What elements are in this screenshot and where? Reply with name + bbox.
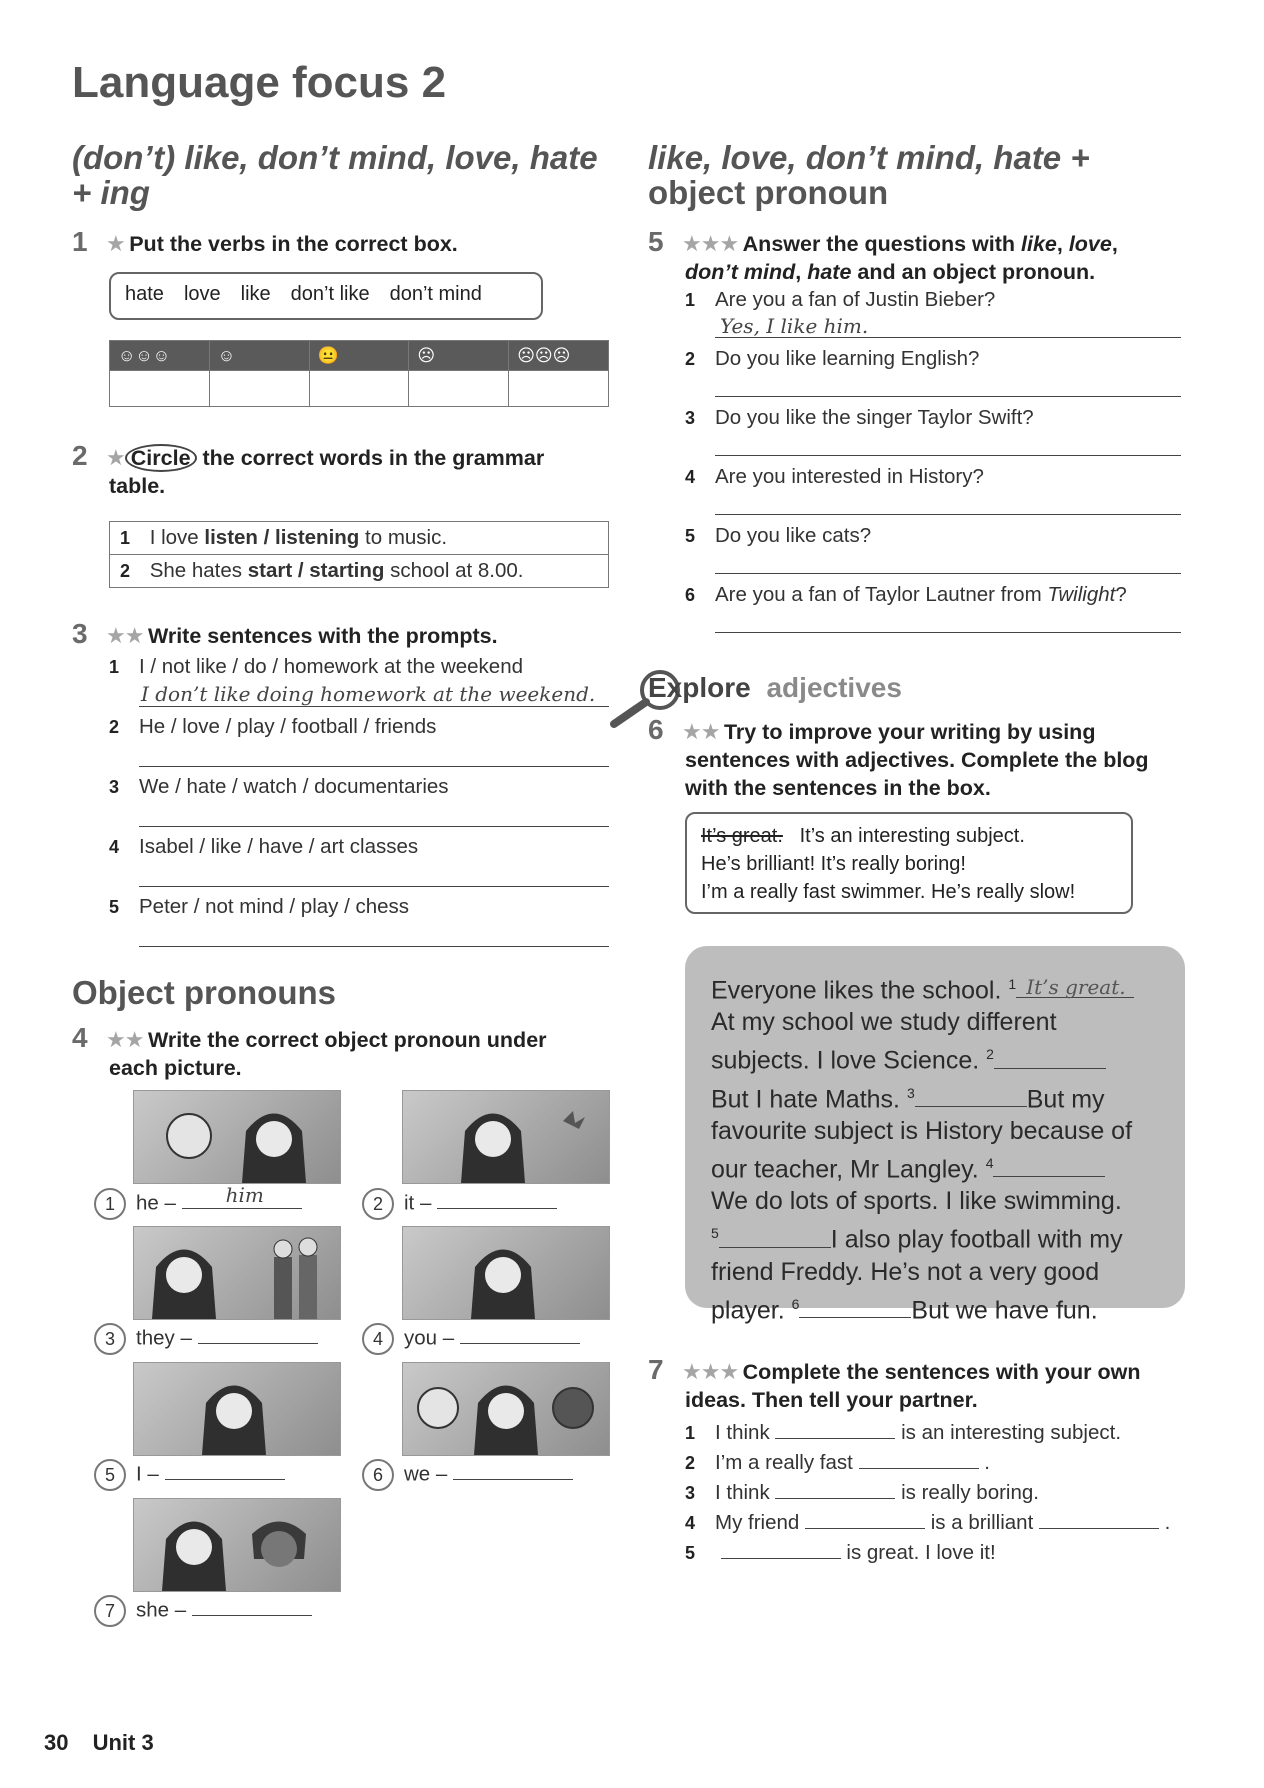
prompt: they –	[136, 1326, 192, 1350]
exercise-instruction: with the sentences in the box.	[685, 776, 991, 800]
item-number: 4	[109, 837, 120, 857]
list-item	[685, 1508, 1170, 1536]
exercise-4-header	[72, 1022, 547, 1082]
exercise-number: 5	[648, 226, 664, 257]
answer-text: him	[225, 1183, 264, 1208]
list-item	[685, 464, 984, 490]
item-number: 4	[362, 1323, 394, 1355]
word-box	[109, 272, 543, 320]
question: ?	[1115, 583, 1127, 606]
exercise-instruction: Answer the questions with like, love,	[742, 232, 1118, 256]
item-number: 6	[685, 585, 696, 605]
sentence-box	[685, 812, 1133, 914]
sentence-part: My friend	[715, 1511, 800, 1534]
answer-blank[interactable]	[460, 1323, 580, 1344]
exercise-number: 3	[72, 618, 88, 649]
answer-blank[interactable]	[453, 1459, 573, 1480]
title-part: + ing	[72, 174, 150, 211]
list-item	[109, 774, 449, 800]
cartoon-image-girl-butterfly	[402, 1090, 610, 1184]
unit-label: Unit 3	[92, 1730, 154, 1755]
list-item	[94, 1595, 312, 1627]
answer-blank[interactable]	[1039, 1508, 1159, 1529]
blog-line: favourite subject is History because of	[711, 1116, 1133, 1145]
sentence-part: .	[1164, 1511, 1171, 1534]
answer-blank[interactable]	[165, 1459, 285, 1480]
sentence-part: is an interesting subject.	[901, 1421, 1122, 1444]
item-number: 5	[685, 526, 696, 546]
exercise-instruction: the correct words in the grammar	[196, 446, 545, 470]
blog-line: But I hate Maths. $^3$ But my	[711, 1077, 1159, 1115]
prompt: she –	[136, 1598, 187, 1622]
text: to music.	[359, 526, 448, 549]
answer-blank[interactable]	[994, 1044, 1106, 1069]
exercise-2-header	[72, 440, 612, 500]
blog-line: We do lots of sports. I like swimming.	[711, 1187, 1122, 1216]
exercise-instruction: Try to improve your writing by using	[723, 720, 1096, 744]
answer-blank[interactable]	[775, 1478, 895, 1499]
answer-text: Yes, I like him.	[720, 314, 869, 338]
list-item	[362, 1188, 557, 1220]
exercise-7-header	[648, 1354, 1208, 1414]
word: hate	[125, 283, 164, 305]
sentence-part: I’m a really fast	[715, 1451, 853, 1474]
box-sentence: He’s brilliant! It’s really boring!	[701, 853, 966, 875]
item-number: 2	[362, 1188, 394, 1220]
item-number: 1	[120, 528, 131, 548]
grammar-table	[109, 521, 609, 588]
item-number: 4	[685, 1513, 696, 1533]
exercise-3-header	[72, 618, 498, 650]
item-number: 7	[94, 1595, 126, 1627]
question: Are you a fan of Taylor Lautner from	[715, 583, 1048, 606]
answer-text: I don’t like doing homework at the weekend.	[141, 682, 596, 706]
answer-cell[interactable]	[110, 371, 210, 407]
exercise-instruction: don’t mind, hate and an object pronoun.	[685, 260, 1096, 284]
answer-cell[interactable]	[509, 371, 609, 407]
text: I love	[149, 526, 205, 549]
face-header: ☺	[209, 341, 309, 371]
item-number: 5	[109, 897, 120, 917]
prompt: he –	[136, 1191, 176, 1215]
star-icon: ★★★	[682, 1359, 739, 1384]
cartoon-image-girl-self	[133, 1362, 341, 1456]
prompt: I / not like / do / homework at the weekend	[139, 655, 524, 678]
list-item	[94, 1459, 285, 1491]
item-number: 2	[685, 349, 696, 369]
sentence-part: is great. I love it!	[846, 1541, 996, 1564]
answer-line[interactable]	[139, 766, 609, 767]
exercise-1-header	[72, 226, 458, 258]
item-number: 1	[685, 1423, 696, 1443]
exercise-instruction: ideas. Then tell your partner.	[685, 1388, 978, 1412]
face-header: ☺☺☺	[110, 341, 210, 371]
exercise-number: 7	[648, 1354, 664, 1385]
list-item	[685, 523, 871, 549]
table-cell	[110, 522, 609, 555]
cartoon-image-boy-and-girl	[133, 1090, 341, 1184]
answer-blank[interactable]	[805, 1508, 925, 1529]
item-number: 2	[109, 717, 120, 737]
answer-cell[interactable]	[309, 371, 409, 407]
page-footer	[44, 1730, 154, 1756]
word: like	[240, 283, 271, 305]
explore-heading	[648, 672, 902, 704]
answer-cell[interactable]	[209, 371, 309, 407]
text: school at 8.00.	[384, 559, 524, 582]
exercise-instruction: Complete the sentences with your own	[742, 1360, 1141, 1384]
answer-blank[interactable]	[721, 1538, 841, 1559]
face-header: ☹☹☹	[509, 341, 609, 371]
cartoon-image-two-girls	[133, 1498, 341, 1592]
list-item	[94, 1183, 302, 1220]
sentence-part: I think	[715, 1481, 770, 1504]
explore-topic: adjectives	[766, 672, 902, 703]
question-italic: Twilight	[1047, 583, 1116, 606]
list-item	[362, 1459, 573, 1491]
circle-word: Circle	[125, 444, 197, 472]
item-number: 3	[109, 777, 120, 797]
list-item	[685, 405, 1034, 431]
box-sentence: I’m a really fast swimmer. He’s really slow!	[701, 881, 1076, 903]
star-icon: ★	[106, 231, 125, 256]
title-part: object pronoun	[648, 174, 889, 211]
box-sentence: It’s an interesting subject.	[799, 825, 1025, 847]
item-number: 5	[94, 1459, 126, 1491]
item-number: 4	[685, 467, 696, 487]
section-title-object-pronouns: Object pronouns	[72, 974, 336, 1011]
answer-blank[interactable]	[437, 1188, 557, 1209]
item-number: 3	[685, 408, 696, 428]
cartoon-image-group	[402, 1362, 610, 1456]
option-choice[interactable]: listen / listening	[204, 526, 360, 549]
answer-blank[interactable]	[775, 1418, 895, 1439]
exercise-number: 2	[72, 440, 88, 471]
answer-blank[interactable]	[915, 1082, 1027, 1107]
prompt: you –	[404, 1326, 455, 1350]
sentence-part: is really boring.	[901, 1481, 1039, 1504]
exercise-instruction: table.	[109, 474, 166, 498]
list-item	[685, 346, 979, 372]
answer-blank[interactable]	[182, 1183, 302, 1209]
prompt: Peter / not mind / play / chess	[139, 895, 410, 918]
star-icon: ★★	[682, 719, 720, 744]
prompt: Isabel / like / have / art classes	[139, 835, 419, 858]
blog-line: At my school we study different	[711, 1008, 1057, 1037]
sentence-part: .	[984, 1451, 990, 1474]
title-part: like, love, don’t mind, hate +	[648, 139, 1090, 176]
answer-line[interactable]	[715, 514, 1181, 515]
blog-line: player. $^6$ But we have fun.	[711, 1288, 1159, 1326]
table-row	[110, 555, 609, 588]
answer-blank[interactable]	[192, 1595, 312, 1616]
answer-line[interactable]	[715, 337, 1181, 338]
list-item	[109, 654, 523, 680]
list-item	[109, 834, 418, 860]
blog-line: Everyone likes the school. $^1$ It’s great.	[711, 968, 1159, 1006]
illustration	[134, 1227, 340, 1319]
blog-line: $^5$ I also play football with my	[711, 1217, 1159, 1255]
page-number: 30	[44, 1730, 69, 1755]
sentence-part: I think	[715, 1421, 770, 1444]
list-item	[685, 1538, 996, 1566]
blog-line: our teacher, Mr Langley. $^4$	[711, 1147, 1159, 1185]
title-part: like, don’t mind, love, hate	[175, 139, 598, 176]
item-number: 3	[685, 1483, 696, 1503]
answer-blank[interactable]	[799, 1293, 911, 1318]
star-icon: ★★	[106, 623, 144, 648]
word: don’t mind	[389, 283, 482, 305]
star-icon: ★★	[106, 1027, 144, 1052]
face-header: 😐	[309, 341, 409, 371]
answer-blank[interactable]	[993, 1152, 1105, 1177]
page-title: Language focus 2	[72, 58, 447, 107]
answer-line[interactable]	[715, 396, 1181, 397]
option-choice[interactable]: start / starting	[247, 559, 385, 582]
prompt: it –	[404, 1191, 432, 1215]
illustration	[134, 1499, 340, 1591]
question: Do you like the singer Taylor Swift?	[715, 406, 1034, 429]
explore-label: Explore	[648, 672, 751, 703]
item-number: 1	[685, 290, 696, 310]
blog-line: subjects. I love Science. $^2$	[711, 1038, 1159, 1076]
list-item	[109, 894, 409, 920]
prompt: We / hate / watch / documentaries	[139, 775, 449, 798]
question: Do you like learning English?	[715, 347, 980, 370]
title-part: (don’t)	[72, 139, 176, 176]
exercise-number: 4	[72, 1022, 88, 1053]
star-icon: ★★★	[682, 231, 739, 256]
illustration	[134, 1091, 340, 1183]
face-header: ☹	[409, 341, 509, 371]
answer-blank[interactable]	[719, 1223, 831, 1248]
list-item	[94, 1323, 318, 1355]
exercise-number: 1	[72, 226, 88, 257]
cartoon-image-girl-and-boys	[133, 1226, 341, 1320]
exercise-instruction: sentences with adjectives. Complete the blog	[685, 748, 1149, 772]
list-item	[685, 1418, 1121, 1446]
prompt: He / love / play / football / friends	[139, 715, 437, 738]
word: don’t like	[290, 283, 370, 305]
answer-line[interactable]	[139, 826, 609, 827]
question: Are you a fan of Justin Bieber?	[715, 288, 996, 311]
exercise-5-header	[648, 226, 1208, 286]
answer-line[interactable]	[715, 632, 1181, 633]
list-item	[109, 714, 436, 740]
item-number: 3	[94, 1323, 126, 1355]
answer-line[interactable]	[139, 706, 609, 707]
answer-line[interactable]	[715, 573, 1181, 574]
answer-line[interactable]	[139, 946, 609, 947]
item-number: 1	[94, 1188, 126, 1220]
cartoon-image-girl-pointing	[402, 1226, 610, 1320]
illustration	[403, 1227, 609, 1319]
star-icon: ★	[106, 445, 125, 470]
answer-blank[interactable]	[198, 1323, 318, 1344]
blog-line: friend Freddy. He’s not a very good	[711, 1257, 1100, 1286]
list-item	[362, 1323, 580, 1355]
text: She hates	[149, 559, 248, 582]
exercise-number: 6	[648, 714, 664, 745]
list-item	[685, 1478, 1039, 1506]
exercise-instruction: Put the verbs in the correct box.	[129, 232, 458, 256]
question: Do you like cats?	[715, 524, 872, 547]
illustration	[403, 1363, 609, 1455]
sentence-part: is a brilliant	[930, 1511, 1034, 1534]
answer-blank[interactable]: It’s great.	[1016, 973, 1134, 998]
faces-table	[109, 340, 609, 407]
struck-sentence: It’s great.	[701, 825, 783, 847]
illustration	[403, 1091, 609, 1183]
answer-line[interactable]	[139, 886, 609, 887]
exercise-instruction: Write sentences with the prompts.	[147, 624, 498, 648]
exercise-6-header	[648, 714, 1208, 802]
exercise-instruction: each picture.	[109, 1056, 242, 1080]
question: Are you interested in History?	[715, 465, 984, 488]
list-item	[685, 582, 1127, 608]
blog-post	[685, 946, 1185, 1324]
answer-cell[interactable]	[409, 371, 509, 407]
item-number: 6	[362, 1459, 394, 1491]
exercise-instruction: Write the correct object pronoun under	[147, 1028, 547, 1052]
table-cell	[110, 555, 609, 588]
item-number: 1	[109, 657, 120, 677]
item-number: 2	[120, 561, 131, 581]
answer-blank[interactable]	[859, 1448, 979, 1469]
section-title-object-pronoun	[648, 140, 1090, 210]
section-title-verbs	[72, 140, 598, 210]
illustration	[134, 1363, 340, 1455]
table-row	[110, 522, 609, 555]
word: love	[183, 283, 221, 305]
list-item	[685, 1448, 990, 1476]
item-number: 2	[685, 1453, 696, 1473]
item-number: 5	[685, 1543, 696, 1563]
prompt: I –	[136, 1462, 159, 1486]
answer-line[interactable]	[715, 455, 1181, 456]
list-item	[685, 287, 995, 313]
prompt: we –	[404, 1462, 448, 1486]
